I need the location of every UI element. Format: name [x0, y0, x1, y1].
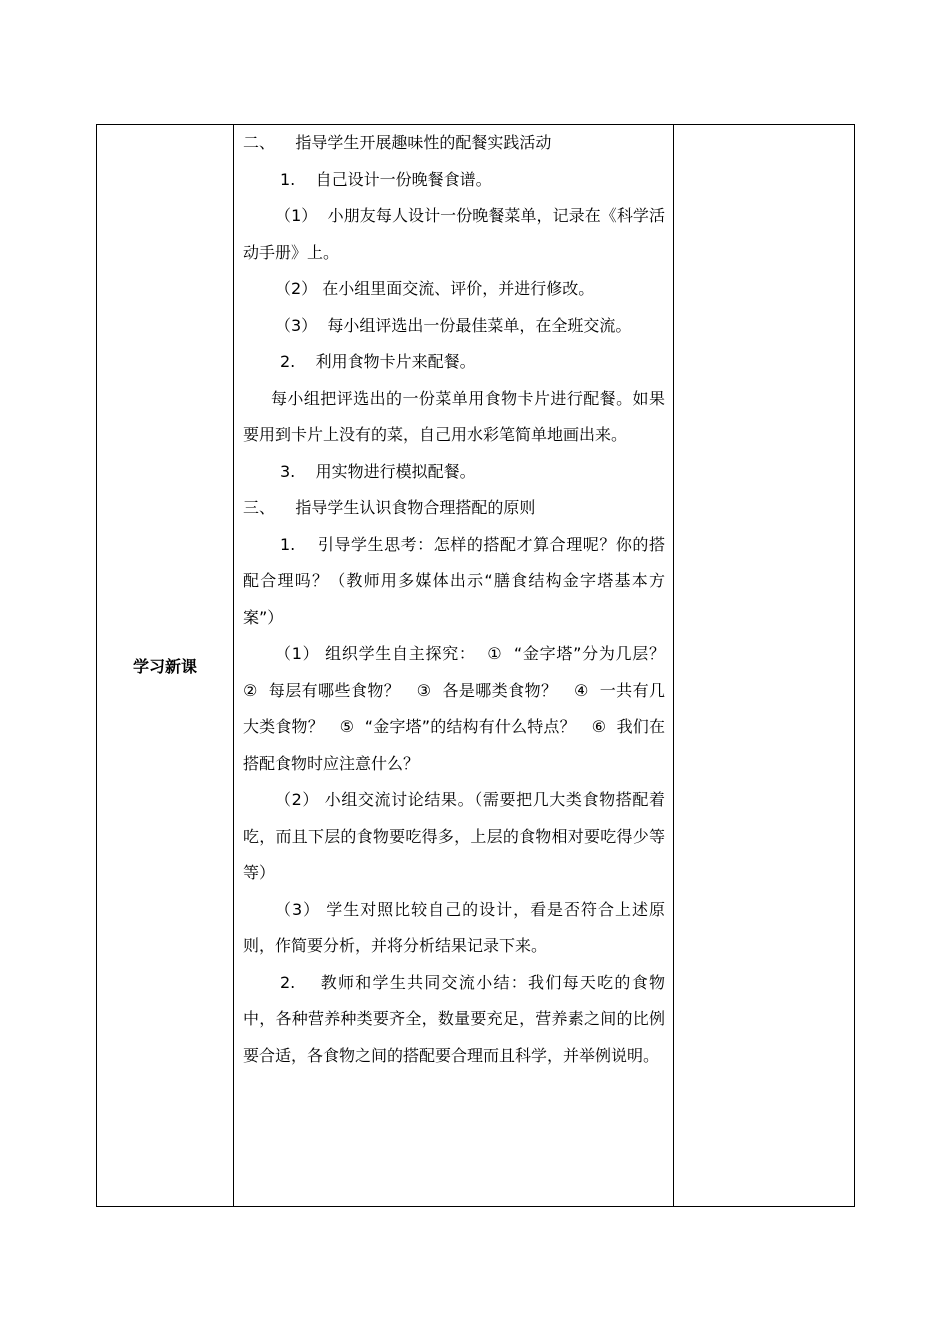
section-content [234, 125, 674, 1207]
step-1-3: （3） 每小组评选出一份最佳菜单，在全班交流。 [275, 315, 632, 335]
question-1-2: （2） 小组交流讨论结果。（需要把几大类食物搭配着吃，而且下层的食物要吃得多，上层的食物相对要吃得少等等） [243, 790, 665, 882]
notes-cell [674, 125, 855, 1207]
step-1-1: （1） 小朋友每人设计一份晚餐菜单，记录在《科学活动手册》上。 [243, 206, 665, 262]
question-1-3: （3） 学生对照比较自己的设计，看是否符合上述原则，作简要分析，并将分析结果记录下来。 [243, 899, 665, 955]
lesson-plan-table [96, 124, 855, 1207]
question-1-1: （1） 组织学生自主探究： ① “金字塔”分为几层？ ② 每层有哪些食物？ ③ 各是哪类食物？ ④ 一共有几大类食物？ ⑤ “金字塔”的结构有什么特点？ ⑥ 我们在搭配食物时应注意什么？ [243, 644, 676, 773]
heading-section-3: 三、 指导学生认识食物合理搭配的原则 [243, 498, 536, 517]
step-2-body: 每小组把评选出的一份菜单用食物卡片进行配餐。如果要用到卡片上没有的菜，自己用水彩笔简单地画出来。 [243, 388, 665, 444]
question-1: 1. 引导学生思考：怎样的搭配才算合理呢？你的搭配合理吗？（教师用多媒体出示“膳食结构金字塔基本方案”） [243, 534, 665, 627]
table-row [97, 125, 855, 1207]
question-2: 2. 教师和学生共同交流小结：我们每天吃的食物中，各种营养种类要齐全，数量要充足，营养素之间的比例要合适，各食物之间的搭配要合理而且科学，并举例说明。 [243, 972, 665, 1065]
step-1: 1. 自己设计一份晚餐食谱。 [280, 169, 492, 189]
step-3: 3. 用实物进行模拟配餐。 [280, 461, 476, 481]
step-2: 2. 利用食物卡片来配餐。 [280, 352, 476, 371]
heading-section-2: 二、 指导学生开展趣味性的配餐实践活动 [243, 133, 552, 152]
section-label: 学习新课 [97, 125, 234, 1207]
step-1-2: （2） 在小组里面交流、评价，并进行修改。 [275, 279, 595, 298]
